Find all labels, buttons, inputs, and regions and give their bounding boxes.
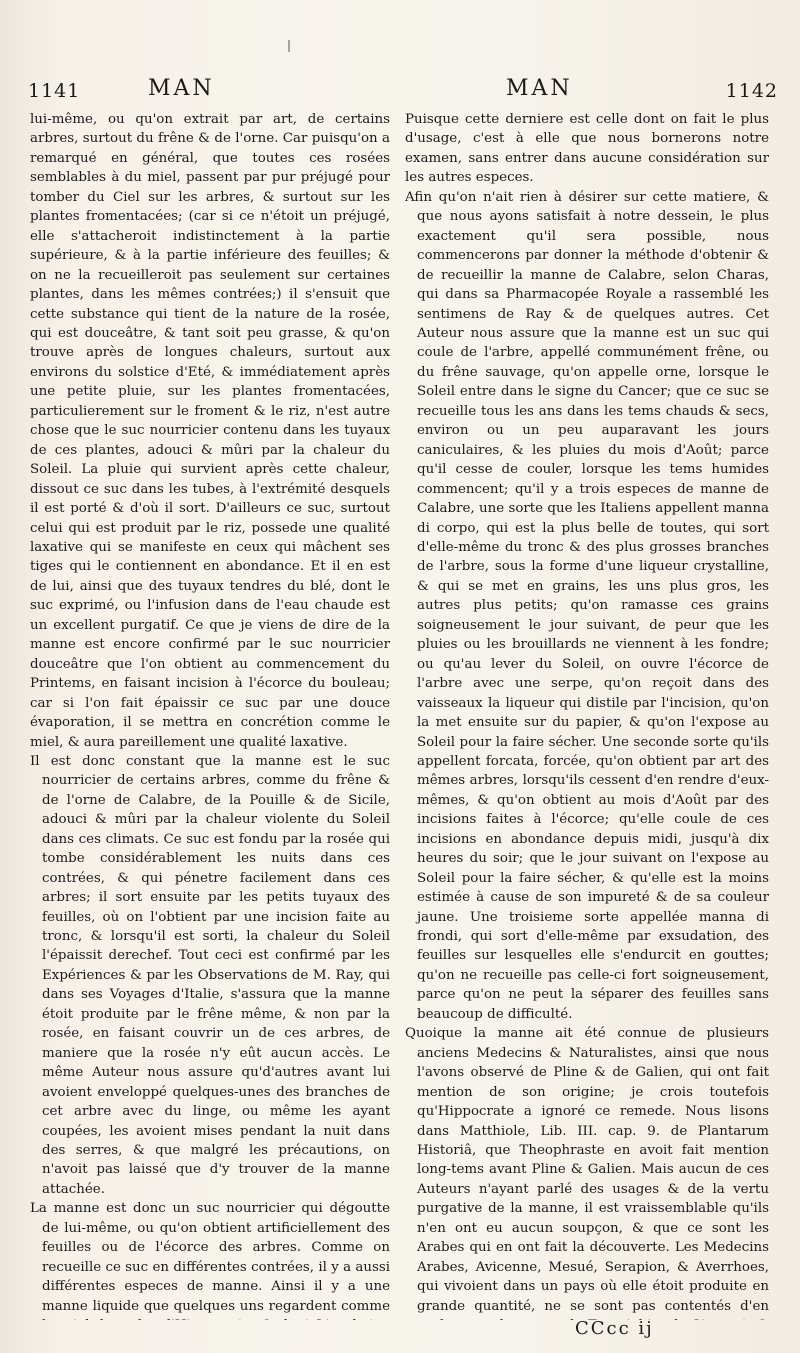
text-column-left	[30, 110, 390, 1320]
paragraph: Afin qu'on n'ait rien à désirer sur cette matiere, & que nous ayons satisfait à notre dessein, le plus exactement qu'il sera possible, nous commencerons par donner la méthode d'obtenir & de recueillir la manne de Calabre, selon Charas, qui dans sa Pharmacopée Royale a rassemblé les sentimens de Ray & de quelques autres. Cet Auteur nous assure que la manne est un suc qui coule de l'arbre, appellé communément frêne, ou du frêne sauvage, qu'on appelle orne, lorsque le Soleil entre dans le signe du Cancer; que ce suc se recueille tous les ans dans les tems chauds & secs, environ ou un peu auparavant les jours caniculaires, & les pluies du mois d'Août; parce qu'il cesse de couler, lorsque les tems humides commencent; qu'il y a trois especes de manne de Calabre, une sorte que les Italiens appellent manna di corpo, qui est la plus belle de toutes, qui sort d'elle-même du tronc & des plus grosses branches de l'arbre, sous la forme d'une liqueur crystalline, & qui se met en grains, les uns plus gros, les autres plus petits; qu'on ramasse ces grains soigneusement le jour suivant, de peur que les pluies ou les brouillards ne viennent à les fondre; ou qu'au lever du Soleil, on ouvre l'écorce de l'arbre avec une serpe, qu'on reçoit dans des vaisseaux la liqueur qui distile par l'incision, qu'on la met ensuite sur du papier, & qu'on l'expose au Soleil pour la faire sécher. Une seconde sorte qu'ils appellent forcata, forcée, qu'on obtient par art des mêmes arbres, lorsqu'ils cessent d'en rendre d'eux-mêmes, & qu'on obtient au mois d'Août par des incisions faites à l'écorce; qu'elle coule de ces incisions en abondance depuis midi, jusqu'à dix heures du soir; que le jour suivant on l'expose au Soleil pour la faire sécher, & qu'elle est la moins estimée à cause de son impureté & de sa couleur jaune. Une troisieme sorte appellée manna di frondi, qui sort d'elle-même par exsudation, des feuilles sur lesquelles elle s'endurcit en gouttes; qu'on ne recueille pas celle-ci fort soigneusement, parce qu'on ne peut la séparer des feuilles sans beaucoup de difficulté.	[405, 189, 769, 1022]
paragraph: Il est donc constant que la manne est le suc nourricier de certains arbres, comme du frêne & de l'orne de Calabre, de la Pouille & de Sicile, adouci & mûri par la chaleur violente du Soleil dans ces climats. Ce suc est fondu par la rosée qui tombe considérablement les nuits dans ces contrées, & qui pénetre facilement dans ces arbres; il sort ensuite par les petits tuyaux des feuilles, où on l'obtient par une incision faite au tronc, & lorsqu'il est sorti, la chaleur du Soleil l'épaissit derechef. Tout ceci est confirmé par les Expériences & par les Observations de M. Ray, qui dans ses Voyages d'Italie, s'assura que la manne étoit produite par le frêne même, & non par la rosée, en faisant couvrir un de ces arbres, de maniere que la rosée n'y eût aucun accès. Le même Auteur nous assure qu'd'autres avant lui avoient enveloppé quelques-unes des branches de cet arbre avec du linge, ou même les ayant coupées, les avoient mises pendant la nuit dans des serres, & que malgré les précautions, on n'avoit pas laissé que d'y trouver de la manne attachée.	[30, 753, 390, 1197]
paragraph: La manne est donc un suc nourricier qui dégoutte de lui-même, ou qu'on obtient artificiellement des feuilles ou de l'écorce des arbres. Comme on recueille ce suc en différentes contrées, il y a aussi différentes especes de manne. Ainsi il y a une manne liquide que quelques uns regardent comme	[30, 1201, 390, 1314]
catchword-right: MAN	[506, 76, 573, 101]
page-number-right: 1142	[725, 80, 778, 102]
catchword-left: MAN	[148, 76, 215, 101]
text-column-right	[405, 110, 769, 1320]
running-header	[28, 76, 778, 106]
page-number-left: 1141	[28, 80, 81, 102]
paragraph: Quoique la manne ait été connue de plusieurs anciens Medecins & Naturalistes, ainsi que nous l'avons observé de Pline & de Galien, qui ont fait mention de son origine; je crois toutefois qu'Hippocrate a ignoré ce remede. Nous lisons dans Matthiole, Lib. III. cap. 9. de Plantarum Historiâ, que Theophraste en avoit fait mention long-tems avant Pline & Galien. Mais aucun de ces Auteurs n'ayant parlé des usages & de la vertu purgative de la manne, il est vraissemblable qu'ils n'en ont eu aucun soupçon, & que ce sont les Arabes qui en ont fait la découverte. Les Medecins Arabes, Avicenne, Mesué, Serapion, & Averrhoes, qui vivoient dans un pays où elle étoit produite en grande quantité, ne se sont pas contentés d'en	[405, 1026, 769, 1314]
page-mark	[288, 40, 290, 52]
paragraph: lui-même, ou qu'on extrait par art, de certains arbres, surtout du frêne & de l'orne. Car puisqu'on a remarqué en général, que toutes ces rosées semblables à du miel, passent par pur préjugé pour tomber du Ciel sur les arbres, & surtout sur les plantes fromentacées; (car si ce n'étoit un préjugé, elle s'attacheroit indistinctement à la partie supérieure, & à la partie inférieure des feuilles; & on ne la recueilleroit pas seulement sur certaines plantes, dans les mêmes contrées;) il s'ensuit que cette substance qui tient de la nature de la rosée, qui est douceâtre, & tant soit peu grasse, & qu'on trouve après de longues chaleurs, surtout aux environs du solstice d'Eté, & immédiatement après une petite pluie, sur les plantes fromentacées, particulierement sur le froment & le riz, n'est autre chose que le suc nourricier contenu dans les tuyaux de ces plantes, adouci & mûri par la chaleur du Soleil. La pluie qui survient après cette chaleur, dissout ce suc dans les tubes, à l'extrémité desquels il est porté & d'où il sort. D'ailleurs ce suc, surtout celui qui est produit par le riz, possede une qualité laxative qui se manifeste en ceux qui mâchent ses tiges qui le contiennent en abondance. Et il en est de lui, ainsi que des tuyaux tendres du blé, dont le suc exprimé, ou l'infusion dans de l'eau chaude est un excellent purgatif. Ce que je viens de dire de la manne est encore confirmé par le suc nourricier douceâtre que l'on obtient au commencement du Printems, en faisant incision à l'écorce du bouleau; car si l'on fait épaissir ce suc par une douce évaporation, il se mettra en concrétion comme le miel, & aura pareillement une qualité laxative.	[30, 112, 390, 750]
signature-mark: CCcc ij	[575, 1318, 654, 1339]
paragraph: Puisque cette derniere est celle dont on fait le plus d'usage, c'est à elle que nous bornerons notre examen, sans entrer dans aucune considération sur les autres especes.	[405, 112, 769, 186]
